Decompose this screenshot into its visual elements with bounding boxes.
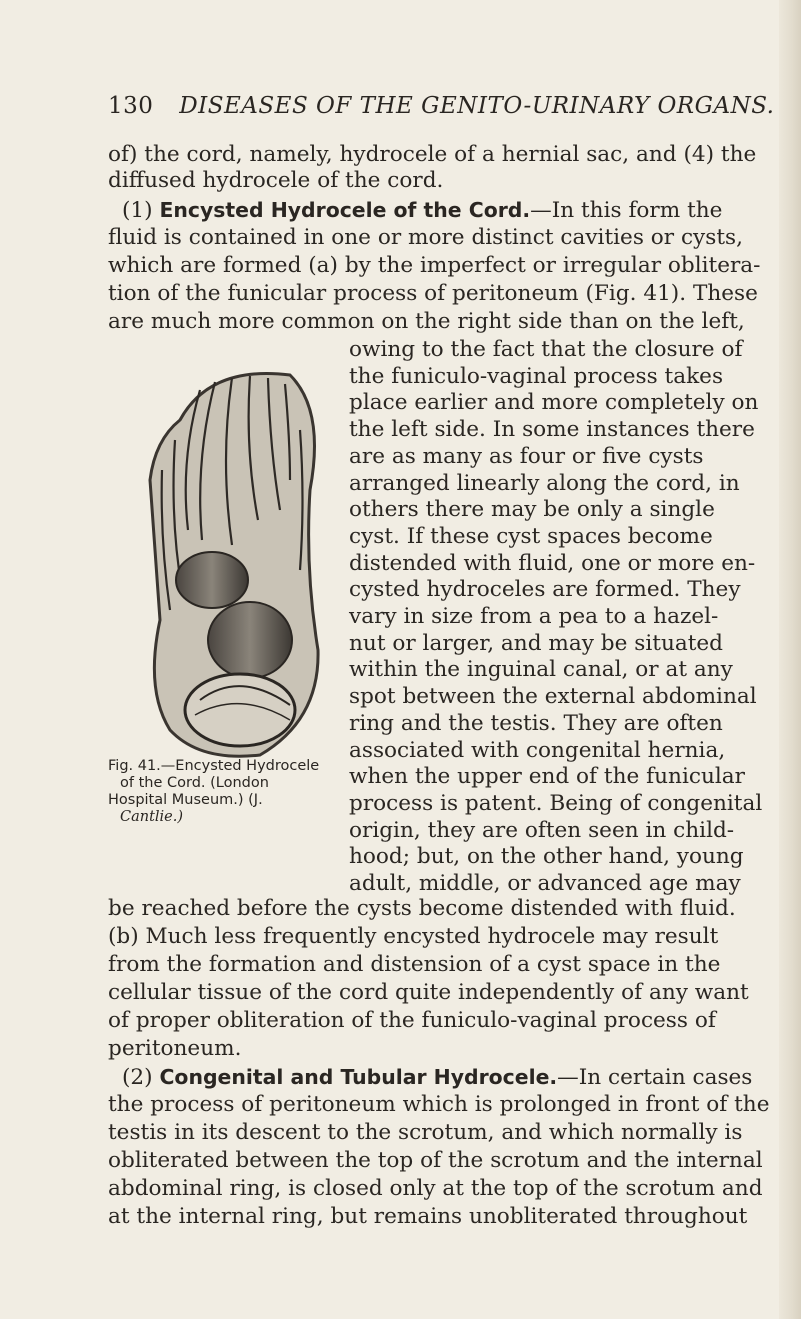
wrapped-text-line: origin, they are often seen in child- — [349, 817, 735, 843]
text-line: testis in its descent to the scrotum, and which normally is — [108, 1120, 743, 1145]
wrapped-text-line: associated with congenital hernia, — [349, 737, 726, 763]
text-line: of proper obliteration of the funiculo-vaginal process of — [108, 1008, 716, 1033]
caption-line: of the Cord. (London — [120, 775, 269, 791]
wrapped-text-line: spot between the external abdominal — [349, 684, 757, 710]
text-line: of) the cord, namely, hydrocele of a hernial sac, and (4) the — [108, 142, 757, 167]
page-number: 130 — [108, 93, 154, 119]
figure-41-illustration — [140, 370, 330, 760]
wrapped-text-line: cyst. If these cyst spaces become — [349, 523, 713, 549]
wrapped-text-line: others there may be only a single — [349, 497, 715, 523]
text-line: fluid is contained in one or more distinct cavities or cysts, — [108, 225, 743, 250]
caption-line: Hospital Museum.) (J. — [108, 792, 263, 808]
wrapped-text-line: nut or larger, and may be situated — [349, 630, 723, 656]
text-line: obliterated between the top of the scrotum and the internal — [108, 1148, 763, 1173]
text-line: are much more common on the right side than on the left, — [108, 309, 745, 334]
text-line: diffused hydrocele of the cord. — [108, 168, 444, 193]
text-line: which are formed (a) by the imperfect or irregular oblitera- — [108, 253, 761, 278]
text-line: cellular tissue of the cord quite independently of any want — [108, 980, 749, 1005]
text-line: tion of the funicular process of peritoneum (Fig. 41). These — [108, 281, 758, 306]
section-1-heading-rest: —In this form the — [530, 198, 723, 223]
section-2-heading-line — [122, 1063, 786, 1093]
text-line: the process of peritoneum which is prolonged in front of the — [108, 1092, 770, 1117]
wrapped-text-line: owing to the fact that the closure of — [349, 337, 743, 362]
caption-line: Fig. 41.—Encysted Hydrocele — [108, 758, 320, 774]
wrapped-text-line: ring and the testis. They are often — [349, 710, 723, 736]
text-line: be reached before the cysts become distended with fluid. — [108, 896, 736, 921]
wrapped-text-line: arranged linearly along the cord, in — [349, 470, 740, 496]
wrapped-text-line: hood; but, on the other hand, young — [349, 844, 744, 870]
wrapped-text-line: are as many as four or five cysts — [349, 443, 704, 469]
wrapped-text-line: vary in size from a pea to a hazel- — [349, 604, 719, 629]
text-line: from the formation and distension of a cyst space in the — [108, 952, 721, 977]
wrapped-text-line: the left side. In some instances there — [349, 417, 755, 443]
text-line: (b) Much less frequently encysted hydrocele may result — [108, 924, 719, 949]
wrapped-text-line: process is patent. Being of congenital — [349, 790, 763, 816]
wrapped-text-line: place earlier and more completely on — [349, 390, 759, 416]
running-header — [108, 93, 775, 119]
section-1-heading: Encysted Hydrocele of the Cord. — [159, 198, 531, 222]
running-title: DISEASES OF THE GENITO-URINARY ORGANS. — [179, 93, 775, 119]
wrapped-text-line: cysted hydroceles are formed. They — [349, 577, 741, 603]
wrapped-text-line: distended with fluid, one or more en- — [349, 550, 756, 576]
text-line: abdominal ring, is closed only at the top of the scrotum and — [108, 1176, 763, 1201]
section-2-heading: Congenital and Tubular Hydrocele. — [159, 1065, 558, 1089]
section-2-number: (2) — [122, 1065, 153, 1090]
wrapped-text-line: the funiculo-vaginal process takes — [349, 363, 724, 389]
text-line: at the internal ring, but remains unobliterated throughout — [108, 1204, 748, 1229]
wrapped-text-line: adult, middle, or advanced age may — [349, 871, 741, 896]
caption-line: Cantlie.) — [120, 809, 184, 825]
figure-caption — [108, 758, 358, 826]
wrapped-text-line: when the upper end of the funicular — [349, 764, 745, 790]
section-1-heading-line — [122, 196, 786, 226]
text-line: peritoneum. — [108, 1036, 242, 1061]
section-2-heading-rest: —In certain cases — [557, 1065, 753, 1090]
section-1-number: (1) — [122, 198, 153, 223]
wrapped-text-line: within the inguinal canal, or at any — [349, 657, 733, 683]
